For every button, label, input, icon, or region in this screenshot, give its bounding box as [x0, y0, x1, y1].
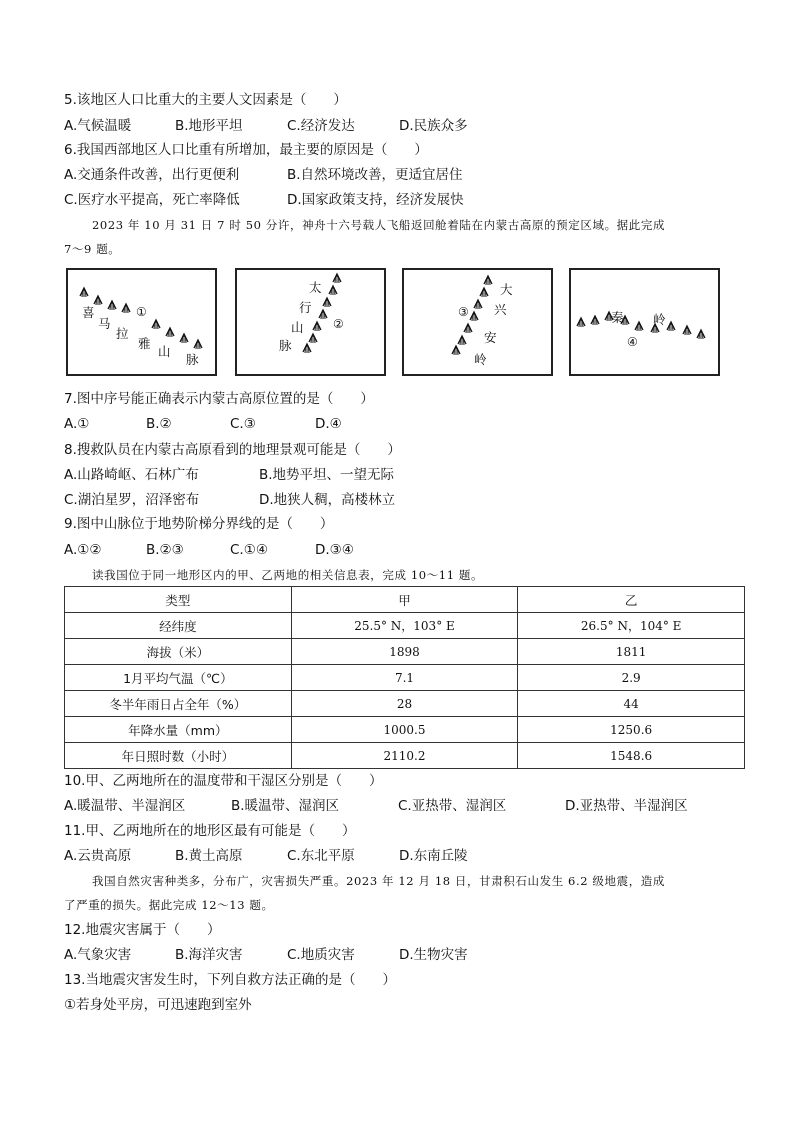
q11-stem: 11.甲、乙两地所在的地形区最有可能是（ ） — [64, 823, 356, 839]
q10-stem: 10.甲、乙两地所在的温度带和干湿区分别是（ ） — [64, 773, 383, 789]
q9-option-a: A.①② — [64, 542, 102, 558]
q7-option-a: A.① — [64, 416, 90, 432]
q10-option-d: D.亚热带、半湿润区 — [565, 798, 688, 814]
map2-char-4: 脉 — [279, 338, 292, 353]
intro-10-11: 读我国位于同一地形区内的甲、乙两地的相关信息表，完成 10～11 题。 — [92, 568, 484, 582]
map-figure-4 — [569, 268, 720, 376]
map2-char-1: 太 — [309, 280, 322, 295]
table-row — [65, 665, 745, 691]
map1-char-3: 拉 — [116, 326, 129, 341]
table-cell: 2110.2 — [291, 743, 518, 769]
intro-12-13-line2: 了严重的损失。据此完成 12～13 题。 — [64, 898, 274, 912]
q8-option-a: A.山路崎岖、石林广布 — [64, 467, 199, 483]
q8-option-d: D.地狭人稠，高楼林立 — [259, 492, 396, 508]
q7-option-c: C.③ — [230, 416, 256, 432]
map2-marker: ② — [333, 317, 344, 331]
q5-option-a: A.气候温暖 — [64, 118, 132, 134]
q11-option-d: D.东南丘陵 — [399, 848, 468, 864]
map1-char-1: 喜 — [82, 305, 95, 320]
table-cell: 海拔（米） — [65, 639, 292, 665]
q7-option-d: D.④ — [315, 416, 342, 432]
table-cell: 2.9 — [518, 665, 745, 691]
table-row — [65, 743, 745, 769]
mountain-range-3 — [404, 270, 551, 374]
table-cell: 1548.6 — [518, 743, 745, 769]
map4-char-2: 岭 — [653, 312, 666, 327]
table-cell: 26.5° N，104° E — [518, 613, 745, 639]
table-row — [65, 613, 745, 639]
q8-stem: 8.搜救队员在内蒙古高原看到的地理景观可能是（ ） — [64, 442, 401, 458]
table-cell: 28 — [291, 691, 518, 717]
table-row — [65, 691, 745, 717]
q12-stem: 12.地震灾害属于（ ） — [64, 922, 221, 938]
table-cell: 1811 — [518, 639, 745, 665]
table-cell: 25.5° N，103° E — [291, 613, 518, 639]
q12-option-c: C.地质灾害 — [287, 947, 355, 963]
table-row — [65, 717, 745, 743]
q6-option-b: B.自然环境改善，更适宜居住 — [287, 167, 463, 183]
q13-item-1: ①若身处平房，可迅速跑到室外 — [64, 997, 252, 1013]
q10-option-a: A.暖温带、半湿润区 — [64, 798, 186, 814]
map3-char-3: 安 — [484, 330, 497, 345]
table-cell: 年日照时数（小时） — [65, 743, 292, 769]
map2-char-3: 山 — [291, 320, 304, 335]
map1-char-5: 山 — [158, 344, 171, 359]
q5-stem: 5.该地区人口比重大的主要人文因素是（ ） — [64, 92, 347, 108]
table-cell: 7.1 — [291, 665, 518, 691]
map3-char-2: 兴 — [494, 302, 507, 317]
map1-char-2: 马 — [98, 316, 111, 331]
q6-option-c: C.医疗水平提高，死亡率降低 — [64, 192, 240, 208]
map-figure-3 — [402, 268, 553, 376]
table-cell: 1月平均气温（℃） — [65, 665, 292, 691]
q11-option-a: A.云贵高原 — [64, 848, 132, 864]
table-cell: 1250.6 — [518, 717, 745, 743]
map2-char-2: 行 — [299, 300, 312, 315]
table-header-type: 类型 — [65, 587, 292, 613]
q7-option-b: B.② — [146, 416, 172, 432]
mountain-range-2 — [237, 270, 384, 374]
q9-option-d: D.③④ — [315, 542, 354, 558]
table-cell: 1000.5 — [291, 717, 518, 743]
table-cell: 年降水量（mm） — [65, 717, 292, 743]
table-cell: 经纬度 — [65, 613, 292, 639]
table-header-yi: 乙 — [518, 587, 745, 613]
q10-option-b: B.暖温带、湿润区 — [231, 798, 340, 814]
map1-char-4: 雅 — [138, 336, 151, 351]
q8-option-b: B.地势平坦、一望无际 — [259, 467, 395, 483]
map-figure-2 — [235, 268, 386, 376]
table-header-row — [65, 587, 745, 613]
intro-7-9-line2: 7～9 题。 — [64, 242, 121, 256]
q9-option-c: C.①④ — [230, 542, 268, 558]
q6-option-d: D.国家政策支持，经济发展快 — [287, 192, 464, 208]
table-cell: 1898 — [291, 639, 518, 665]
map4-marker: ④ — [627, 335, 638, 349]
q7-stem: 7.图中序号能正确表示内蒙古高原位置的是（ ） — [64, 391, 374, 407]
table-header-jia: 甲 — [291, 587, 518, 613]
q9-option-b: B.②③ — [146, 542, 184, 558]
q5-option-b: B.地形平坦 — [175, 118, 243, 134]
q13-stem: 13.当地震灾害发生时，下列自救方法正确的是（ ） — [64, 972, 396, 988]
map1-char-6: 脉 — [186, 352, 199, 367]
map-figure-1 — [66, 268, 217, 376]
mountain-range-1 — [68, 270, 215, 374]
map1-marker: ① — [136, 305, 147, 319]
map3-char-4: 岭 — [474, 352, 487, 367]
q12-option-a: A.气象灾害 — [64, 947, 132, 963]
info-table — [64, 586, 745, 769]
table-cell: 44 — [518, 691, 745, 717]
q8-option-c: C.湖泊星罗，沼泽密布 — [64, 492, 200, 508]
map3-marker: ③ — [458, 305, 469, 319]
q10-option-c: C.亚热带、湿润区 — [398, 798, 507, 814]
q5-option-d: D.民族众多 — [399, 118, 468, 134]
table-row — [65, 639, 745, 665]
map3-char-1: 大 — [500, 282, 513, 297]
q6-option-a: A.交通条件改善，出行更便利 — [64, 167, 240, 183]
q12-option-d: D.生物灾害 — [399, 947, 468, 963]
intro-12-13-line1: 我国自然灾害种类多，分布广，灾害损失严重。2023 年 12 月 18 日，甘肃积石山发生 6.2 级地震，造成 — [92, 874, 666, 888]
q11-option-c: C.东北平原 — [287, 848, 355, 864]
q9-stem: 9.图中山脉位于地势阶梯分界线的是（ ） — [64, 516, 334, 532]
q11-option-b: B.黄土高原 — [175, 848, 243, 864]
q12-option-b: B.海洋灾害 — [175, 947, 243, 963]
q6-stem: 6.我国西部地区人口比重有所增加，最主要的原因是（ ） — [64, 142, 428, 158]
table-cell: 冬半年雨日占全年（%） — [65, 691, 292, 717]
q5-option-c: C.经济发达 — [287, 118, 355, 134]
map4-char-1: 秦 — [611, 310, 624, 325]
intro-7-9-line1: 2023 年 10 月 31 日 7 时 50 分许，神舟十六号载人飞船返回舱着陆在内蒙古高原的预定区域。据此完成 — [92, 218, 666, 232]
mountain-range-4 — [571, 270, 718, 374]
